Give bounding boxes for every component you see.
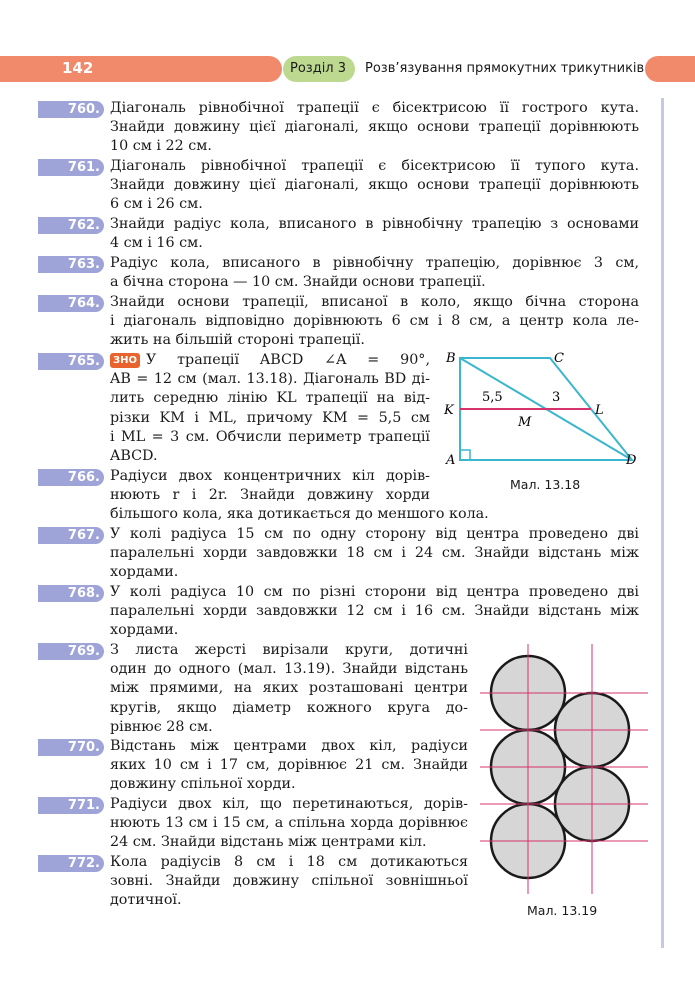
text-line: Радіуси двох концентричних кіл дорів- xyxy=(110,468,430,484)
section-title: Розв’язування прямокутних трикутників xyxy=(365,61,645,76)
text-line: один до одного (мал. 13.19). Знайди відстань xyxy=(110,661,468,678)
problem-text xyxy=(110,254,639,292)
text-line: 6 см і 26 см. xyxy=(110,196,203,213)
text-line: 4 см і 16 см. xyxy=(110,235,203,252)
text-line: У колі радіуса 10 см по різні сторони від центра проведено дві xyxy=(110,584,639,600)
header-bar-right xyxy=(645,56,695,82)
text-line: хордами. xyxy=(110,622,179,639)
text-line: 10 см і 22 см. xyxy=(110,138,212,155)
text-line: жить на більшій стороні трапеції. xyxy=(110,332,365,349)
problem-number: 765. xyxy=(38,353,104,370)
problem-text xyxy=(110,99,639,157)
problem-text xyxy=(110,737,468,795)
label-l: L xyxy=(595,403,604,418)
text-line-rest: У трапеції ABCD ∠A = 90°, xyxy=(145,352,430,368)
label-c: C xyxy=(554,351,564,366)
problem-number: 762. xyxy=(38,217,104,234)
label-km-length: 5,5 xyxy=(482,390,503,405)
text-line: Кола радіусів 8 см і 18 см дотикаються xyxy=(110,854,468,870)
text-line: рівнює 28 см. xyxy=(110,718,213,735)
page-number: 142 xyxy=(62,59,94,77)
text-line: Відстань між центрами двох кіл, радіуси xyxy=(110,738,468,754)
text-line xyxy=(110,351,430,370)
text-line: дотичної. xyxy=(110,892,182,909)
problem-text xyxy=(110,467,489,525)
text-line: Діагональ рівнобічної трапеції є бісектрисою її гострого кута. xyxy=(110,100,639,116)
text-line: нюють r і 2r. Знайди довжину хорди xyxy=(110,487,430,504)
text-line: хордами. xyxy=(110,564,179,581)
text-line: між прямими, на яких розташовані центри xyxy=(110,680,468,697)
text-line: зовні. Знайди довжину спільної зовнішньої xyxy=(110,873,468,890)
problem-text xyxy=(110,583,639,641)
problem-text xyxy=(110,795,468,853)
text-line: Знайди довжину цієї діагоналі, якщо основи трапеції дорівнюють xyxy=(110,177,639,194)
text-line: У колі радіуса 15 см по одну сторону від центра проведено дві xyxy=(110,526,639,542)
right-angle-mark xyxy=(460,450,470,460)
text-line: яких 10 см і 17 см, дорівнює 21 см. Знайди xyxy=(110,757,468,774)
text-line: Радіус кола, вписаного в рівнобічну трапецію, дорівнює 3 см, xyxy=(110,255,639,271)
text-line: а бічна сторона — 10 см. Знайди основи трапеції. xyxy=(110,274,486,291)
problem-text xyxy=(110,525,639,583)
text-line: 24 см. Знайди відстань між центрами кіл. xyxy=(110,834,427,851)
problem-number: 761. xyxy=(38,159,104,176)
text-line: довжину спільної хорди. xyxy=(110,776,296,793)
problem-number: 771. xyxy=(38,797,104,814)
text-line: Радіуси двох кіл, що перетинаються, дорів- xyxy=(110,796,468,812)
label-b: B xyxy=(446,351,456,366)
problem-text xyxy=(110,293,639,351)
circles-figure xyxy=(470,638,655,900)
problem-number: 768. xyxy=(38,585,104,602)
trapezoid-figure xyxy=(440,348,650,498)
label-ml-length: 3 xyxy=(552,390,561,405)
problem-number: 766. xyxy=(38,469,104,486)
problem-number: 764. xyxy=(38,295,104,312)
figure-caption: Мал. 13.19 xyxy=(527,903,598,918)
text-line: Діагональ рівнобічної трапеції є бісектрисою її тупого кута. xyxy=(110,158,639,174)
text-line: Знайди основи трапеції, вписаної в коло, якщо бічна сторона xyxy=(110,294,639,310)
problem-text xyxy=(110,351,430,466)
zno-tag: ЗНО xyxy=(110,353,140,368)
text-line: і діагональ відповідно дорівнюють 6 см і 8 см, а центр кола ле- xyxy=(110,313,639,330)
text-line: Знайди довжину цієї діагоналі, якщо основи трапеції дорівнюють xyxy=(110,119,639,136)
header-bar-left xyxy=(0,56,282,82)
section-label: Розділ 3 xyxy=(290,61,347,76)
problem-number: 760. xyxy=(38,101,104,118)
text-line: більшого кола, яка дотикається до меншого кола. xyxy=(110,506,489,523)
problem-text xyxy=(110,215,639,253)
text-line: ABCD. xyxy=(110,448,158,465)
text-line: паралельні хорди завдовжки 12 см і 16 см. Знайди відстань між xyxy=(110,603,639,620)
figure-caption: Мал. 13.18 xyxy=(510,477,581,492)
problem-text xyxy=(110,157,639,215)
text-line: З листа жерсті вирізали круги, дотичні xyxy=(110,642,468,658)
problem-text xyxy=(110,853,468,911)
label-d: D xyxy=(626,453,637,468)
text-line: AB = 12 см (мал. 13.18). Діагональ BD ді- xyxy=(110,371,430,388)
problem-number: 769. xyxy=(38,643,104,660)
problem-text xyxy=(110,641,468,737)
problem-number: 767. xyxy=(38,527,104,544)
problem-number: 772. xyxy=(38,855,104,872)
text-line: лить середню лінію KL трапеції на від- xyxy=(110,390,430,407)
problem-number: 770. xyxy=(38,739,104,756)
problem-number: 763. xyxy=(38,256,104,273)
text-line: різки KM і ML, причому KM = 5,5 см xyxy=(110,409,430,426)
text-line: нюють 13 см і 15 см, а спільна хорда дорівнює xyxy=(110,815,468,832)
margin-rule xyxy=(661,98,664,948)
label-k: K xyxy=(444,403,454,418)
label-a: A xyxy=(446,453,456,468)
text-line: паралельні хорди завдовжки 18 см і 24 см. Знайди відстань між xyxy=(110,545,639,562)
text-line: кругів, якщо діаметр кожного круга до- xyxy=(110,699,468,716)
label-m: M xyxy=(518,415,532,430)
text-line: і ML = 3 см. Обчисли периметр трапеції xyxy=(110,428,430,445)
text-line: Знайди радіус кола, вписаного в рівнобічну трапецію з основами xyxy=(110,216,639,232)
